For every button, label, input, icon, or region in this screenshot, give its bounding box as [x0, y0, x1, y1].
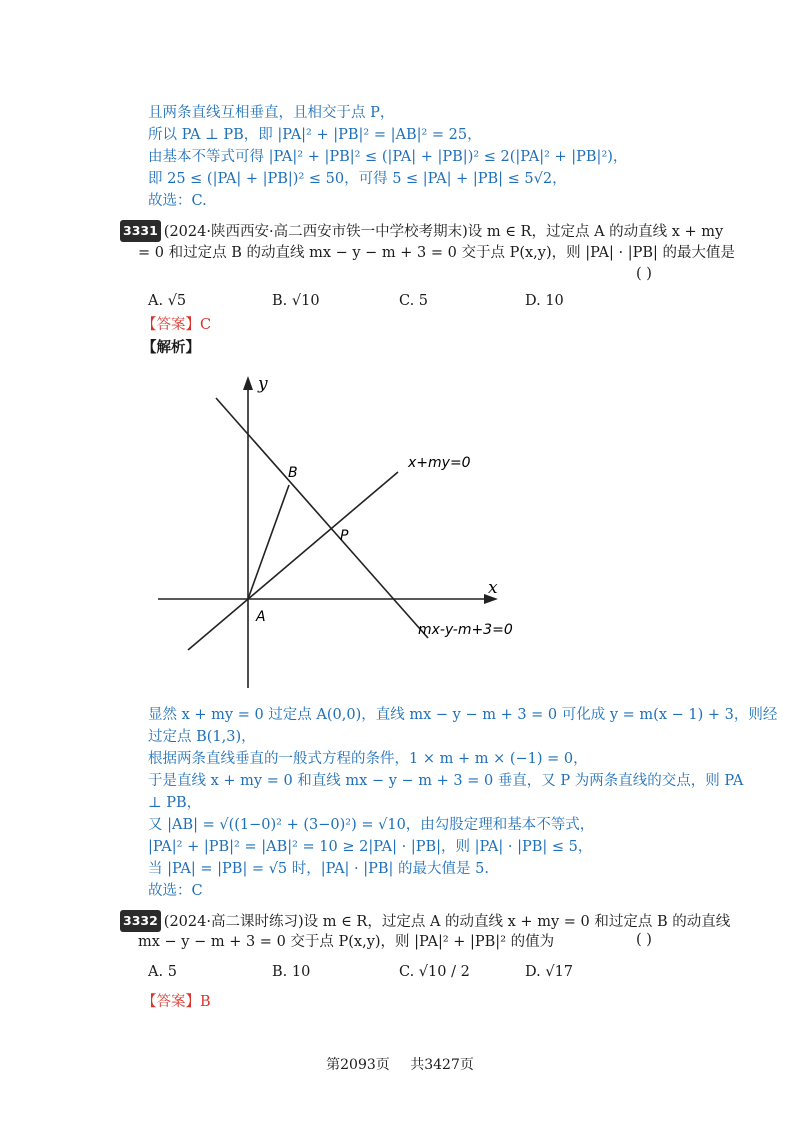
option-d: D. 10 [525, 293, 564, 309]
solution-line-8: 当 |PA| = |PB| = √5 时，|PA| · |PB| 的最大值是 5. [148, 861, 489, 877]
line1-label: x+my=0 [408, 455, 471, 471]
total-pages: 共3427页 [410, 1057, 474, 1073]
question-3332-stem-line-2: mx − y − m + 3 = 0 交于点 P(x,y)，则 |PA|² + |PB|² 的值为 [138, 934, 555, 950]
x-axis-label: x [488, 578, 498, 598]
option-b: B. 10 [272, 964, 311, 980]
line2-label: mx-y-m+3=0 [418, 622, 513, 638]
question-number-badge: 3332 [120, 910, 161, 932]
question-3332-answer-paren: ( ) [636, 932, 652, 948]
solution-line-3: 根据两条直线垂直的一般式方程的条件，1 × m + m × (−1) = 0， [148, 751, 588, 767]
question-3331-stem-text: (2024·陕西西安·高二西安市铁一中学校考期末)设 m ∈ R，过定点 A 的动直线 x + my [163, 224, 724, 240]
option-c: C. √10 / 2 [399, 964, 470, 980]
point-b-label: B [288, 465, 298, 481]
prev-solution-line-5: 故选：C. [148, 193, 207, 209]
solution-line-2: 过定点 B(1,3)， [148, 729, 256, 745]
question-number-badge: 3331 [120, 220, 161, 242]
question-3331-answer-paren: ( ) [636, 266, 652, 282]
page-footer [0, 1054, 800, 1074]
option-d: D. √17 [525, 964, 574, 980]
solution-line-9: 故选：C [148, 883, 203, 899]
point-a-label: A [256, 609, 266, 625]
point-p-label: P [340, 528, 349, 544]
line-x-plus-my [188, 472, 398, 650]
y-axis-label: y [258, 374, 268, 394]
prev-solution-line-2: 所以 PA ⊥ PB，即 |PA|² + |PB|² = |AB|² = 25， [148, 127, 482, 143]
option-a: A. 5 [148, 964, 177, 980]
solution-line-4: 于是直线 x + my = 0 和直线 mx − y − m + 3 = 0 垂直，又 P 为两条直线的交点，则 PA [148, 773, 744, 789]
option-a: A. √5 [148, 293, 187, 309]
geometry-figure [150, 370, 530, 690]
solution-line-5: ⊥ PB， [148, 795, 202, 811]
prev-solution-line-3: 由基本不等式可得 |PA|² + |PB|² ≤ (|PA| + |PB|)² ≤ 2(|PA|² + |PB|²)， [148, 149, 628, 165]
question-3331-stem-line-1 [120, 220, 723, 242]
prev-solution-line-4: 即 25 ≤ (|PA| + |PB|)² ≤ 50，可得 5 ≤ |PA| + |PB| ≤ 5√2， [148, 171, 567, 187]
question-3331-stem-line-2: = 0 和过定点 B 的动直线 mx − y − m + 3 = 0 交于点 P(x,y)，则 |PA| · |PB| 的最大值是 [138, 245, 736, 261]
analysis-label: 【解析】 [142, 339, 200, 356]
page-number: 第2093页 [326, 1057, 390, 1073]
y-axis-arrow [243, 376, 253, 390]
solution-line-1: 显然 x + my = 0 过定点 A(0,0)，直线 mx − y − m + 3 = 0 可化成 y = m(x − 1) + 3，则经 [148, 707, 778, 723]
answer-label: 【答案】C [142, 317, 212, 333]
question-3332-stem-line-1 [120, 910, 730, 932]
option-c: C. 5 [399, 293, 429, 309]
prev-solution-line-1: 且两条直线互相垂直，且相交于点 P， [148, 105, 395, 121]
solution-line-6: 又 |AB| = √((1−0)² + (3−0)²) = √10，由勾股定理和基本不等式， [148, 817, 595, 833]
answer-label: 【答案】B [142, 994, 211, 1010]
option-b: B. √10 [272, 293, 320, 309]
question-3332-stem-text: (2024·高二课时练习)设 m ∈ R，过定点 A 的动直线 x + my = 0 和过定点 B 的动直线 [163, 914, 731, 930]
solution-line-7: |PA|² + |PB|² = |AB|² = 10 ≥ 2|PA| · |PB|，则 |PA| · |PB| ≤ 5， [148, 839, 593, 855]
